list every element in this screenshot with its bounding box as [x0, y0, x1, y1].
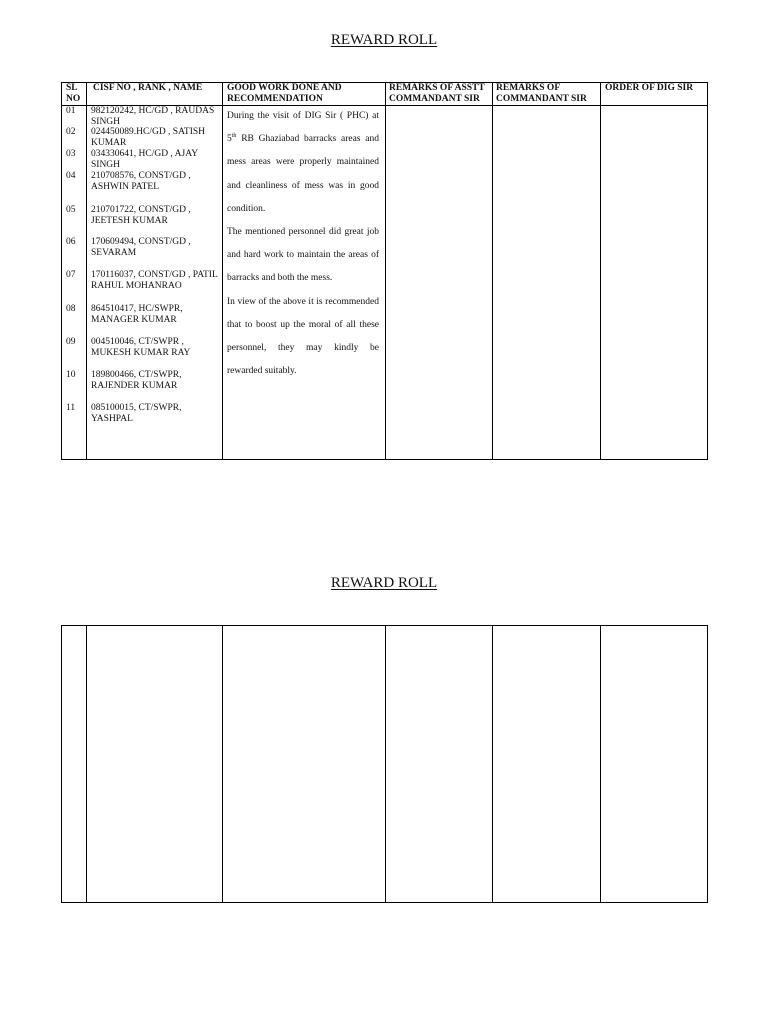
column-divider — [86, 83, 87, 459]
column-divider — [86, 626, 87, 902]
good-work-text-b: RB Ghaziabad barracks areas and mess areas were properly maintained and cleanliness of mess was in good condition. — [227, 134, 379, 214]
row-name: 024450089.HC/GD , SATISH KUMAR — [91, 127, 206, 148]
header-good-work: GOOD WORK DONE AND RECOMMENDATION — [227, 83, 342, 104]
row-name: 210701722, CONST/GD , JEETESH KUMAR — [91, 205, 191, 226]
reward-roll-table-2 — [61, 625, 708, 903]
row-sl: 04 — [66, 171, 76, 181]
header-sl-no: SL NO — [66, 83, 81, 104]
row-sl: 11 — [66, 403, 76, 413]
row-sl: 06 — [66, 237, 76, 247]
good-work-text-a: During the visit of DIG Sir ( PHC) at — [227, 111, 379, 121]
row-sl: 03 — [66, 149, 76, 159]
good-work-paragraph — [227, 105, 379, 221]
battalion-number: 5 — [227, 134, 232, 145]
column-divider — [222, 83, 223, 459]
row-sl: 08 — [66, 304, 76, 314]
row-name: 210708576, CONST/GD , ASHWIN PATEL — [91, 171, 191, 192]
header-cisf: CISF NO , RANK , NAME — [93, 83, 203, 93]
header-remarks-asstt: REMARKS OF ASSTT COMMANDANT SIR — [389, 83, 485, 104]
good-work-text — [227, 105, 379, 383]
row-name: 189800466, CT/SWPR, RAJENDER KUMAR — [91, 370, 182, 391]
row-sl: 02 — [66, 127, 76, 137]
good-work-paragraph: In view of the above it is recommended that to boost up the moral of all these personnel, they may kindly be rewarded suitably. — [227, 296, 379, 377]
row-name: 004510046, CT/SWPR , MUKESH KUMAR RAY — [91, 337, 191, 358]
column-divider — [385, 626, 386, 902]
row-name: 982120242, HC/GD , RAUDAS SINGH — [91, 106, 215, 127]
header-order-dig: ORDER OF DIG SIR — [605, 83, 694, 93]
good-work-paragraph: The mentioned personnel did great job and hard work to maintain the areas of barracks and both the mess. — [227, 227, 379, 284]
column-divider — [600, 83, 601, 459]
row-name: 170609494, CONST/GD , SEVARAM — [91, 237, 191, 258]
column-divider — [385, 83, 386, 459]
row-sl: 10 — [66, 370, 76, 380]
row-sl: 01 — [66, 106, 76, 116]
reward-roll-table — [61, 82, 708, 460]
row-sl: 09 — [66, 337, 76, 347]
row-sl: 07 — [66, 270, 76, 280]
page-title: REWARD ROLL — [330, 32, 438, 48]
row-name: 170116037, CONST/GD , PATIL RAHUL MOHANRAO — [91, 270, 218, 291]
column-divider — [222, 626, 223, 902]
column-divider — [492, 626, 493, 902]
column-divider — [600, 626, 601, 902]
row-sl: 05 — [66, 205, 76, 215]
row-name: 864510417, HC/SWPR, MANAGER KUMAR — [91, 304, 183, 325]
row-name: 034330641, HC/GD , AJAY SINGH — [91, 149, 198, 170]
column-divider — [492, 83, 493, 459]
header-remarks-commandant: REMARKS OF COMMANDANT SIR — [496, 83, 587, 104]
page-title-2: REWARD ROLL — [330, 575, 438, 591]
row-name: 085100015, CT/SWPR, YASHPAL — [91, 403, 182, 424]
ordinal-suffix: th — [231, 133, 237, 140]
